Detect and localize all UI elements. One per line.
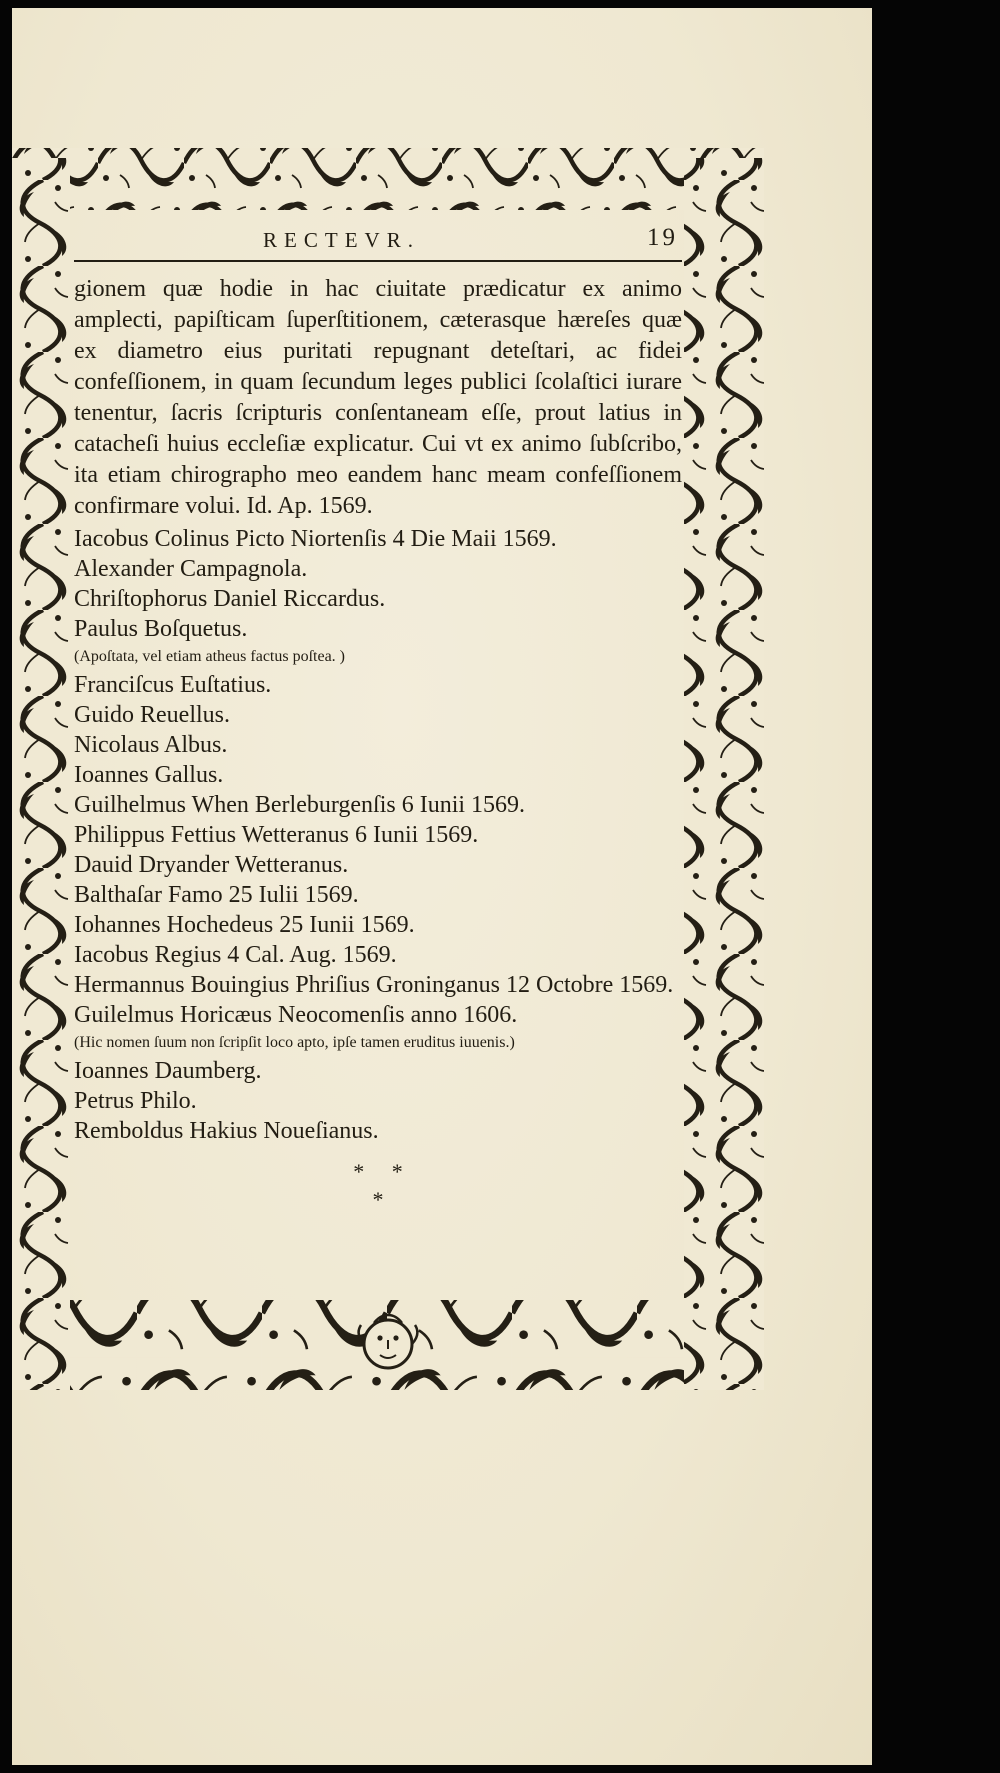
book-page [12, 8, 872, 1765]
list-entry: Guilhelmus When Berleburgenſis 6 Iunii 1569. [74, 792, 526, 818]
list-entry: Alexander Campagnola. [74, 556, 308, 582]
asterism-bottom-row: * [372, 1187, 384, 1212]
name-list [74, 524, 682, 1146]
list-entry: Balthaſar Famo 25 Iulii 1569. [74, 882, 359, 908]
list-entry: Philippus Fettius Wetteranus 6 Iunii 1569. [74, 822, 479, 848]
list-entry: Remboldus Hakius Noueſianus. [74, 1118, 379, 1144]
list-entry: Ioannes Gallus. [74, 762, 224, 788]
list-entry: Paulus Boſquetus. [74, 616, 248, 642]
top-border-ornament [12, 148, 764, 210]
list-entry: Iacobus Regius 4 Cal. Aug. 1569. [74, 942, 397, 968]
page-number: 19 [647, 224, 678, 251]
list-entry: Petrus Philo. [74, 1088, 197, 1114]
list-entry-annotation: (Hic nomen ſuum non ſcripſit loco apto, ipſe tamen eruditus iuuenis.) [74, 1034, 515, 1051]
text-block [74, 224, 682, 1214]
page-header [74, 224, 682, 258]
list-entry: Nicolaus Albus. [74, 732, 228, 758]
header-rule [74, 260, 682, 262]
asterism [74, 1158, 682, 1214]
running-title: RECTEVR. [263, 228, 420, 252]
list-entry: Guilelmus Horicæus Neocomenſis anno 1606. [74, 1002, 518, 1028]
list-entry: Ioannes Daumberg. [74, 1058, 262, 1084]
list-entry: Hermannus Bouingius Phriſius Groninganus 12 Octobre 1569. [74, 972, 674, 998]
list-entry: Iohannes Hochedeus 25 Iunii 1569. [74, 912, 415, 938]
list-entry: Iacobus Colinus Picto Niortenſis 4 Die Maii 1569. [74, 526, 557, 552]
body-paragraph: gionem quæ hodie in hac ciuitate prædicatur ex animo amplecti, papiſticam ſuperſtitionem, cæterasque hæreſes quæ ex diametro eius puritati repugnant deteſtari, ac fidei confeſſionem, in quam ſecundum leges publici ſcolaſtici iurare tenentur, ſacris ſcripturis conſentaneam eſſe, prout latius in catacheſi huius eccleſiæ explicatur. Cui vt ex animo ſubſcribo, ita etiam chirographo meo eandem hanc meam confeſſionem confirmare volui. Id. Ap. 1569. [74, 276, 682, 519]
list-entry-annotation: (Apoſtata, vel etiam atheus factus poſtea. ) [74, 648, 346, 665]
asterism-top-row: * * [353, 1159, 403, 1184]
list-entry: Franciſcus Euſtatius. [74, 672, 272, 698]
left-border-ornament [12, 158, 70, 1390]
list-entry: Guido Reuellus. [74, 702, 230, 728]
right-border-ornament [684, 158, 764, 1390]
list-entry: Chriſtophorus Daniel Riccardus. [74, 586, 386, 612]
list-entry: Dauid Dryander Wetteranus. [74, 852, 349, 878]
